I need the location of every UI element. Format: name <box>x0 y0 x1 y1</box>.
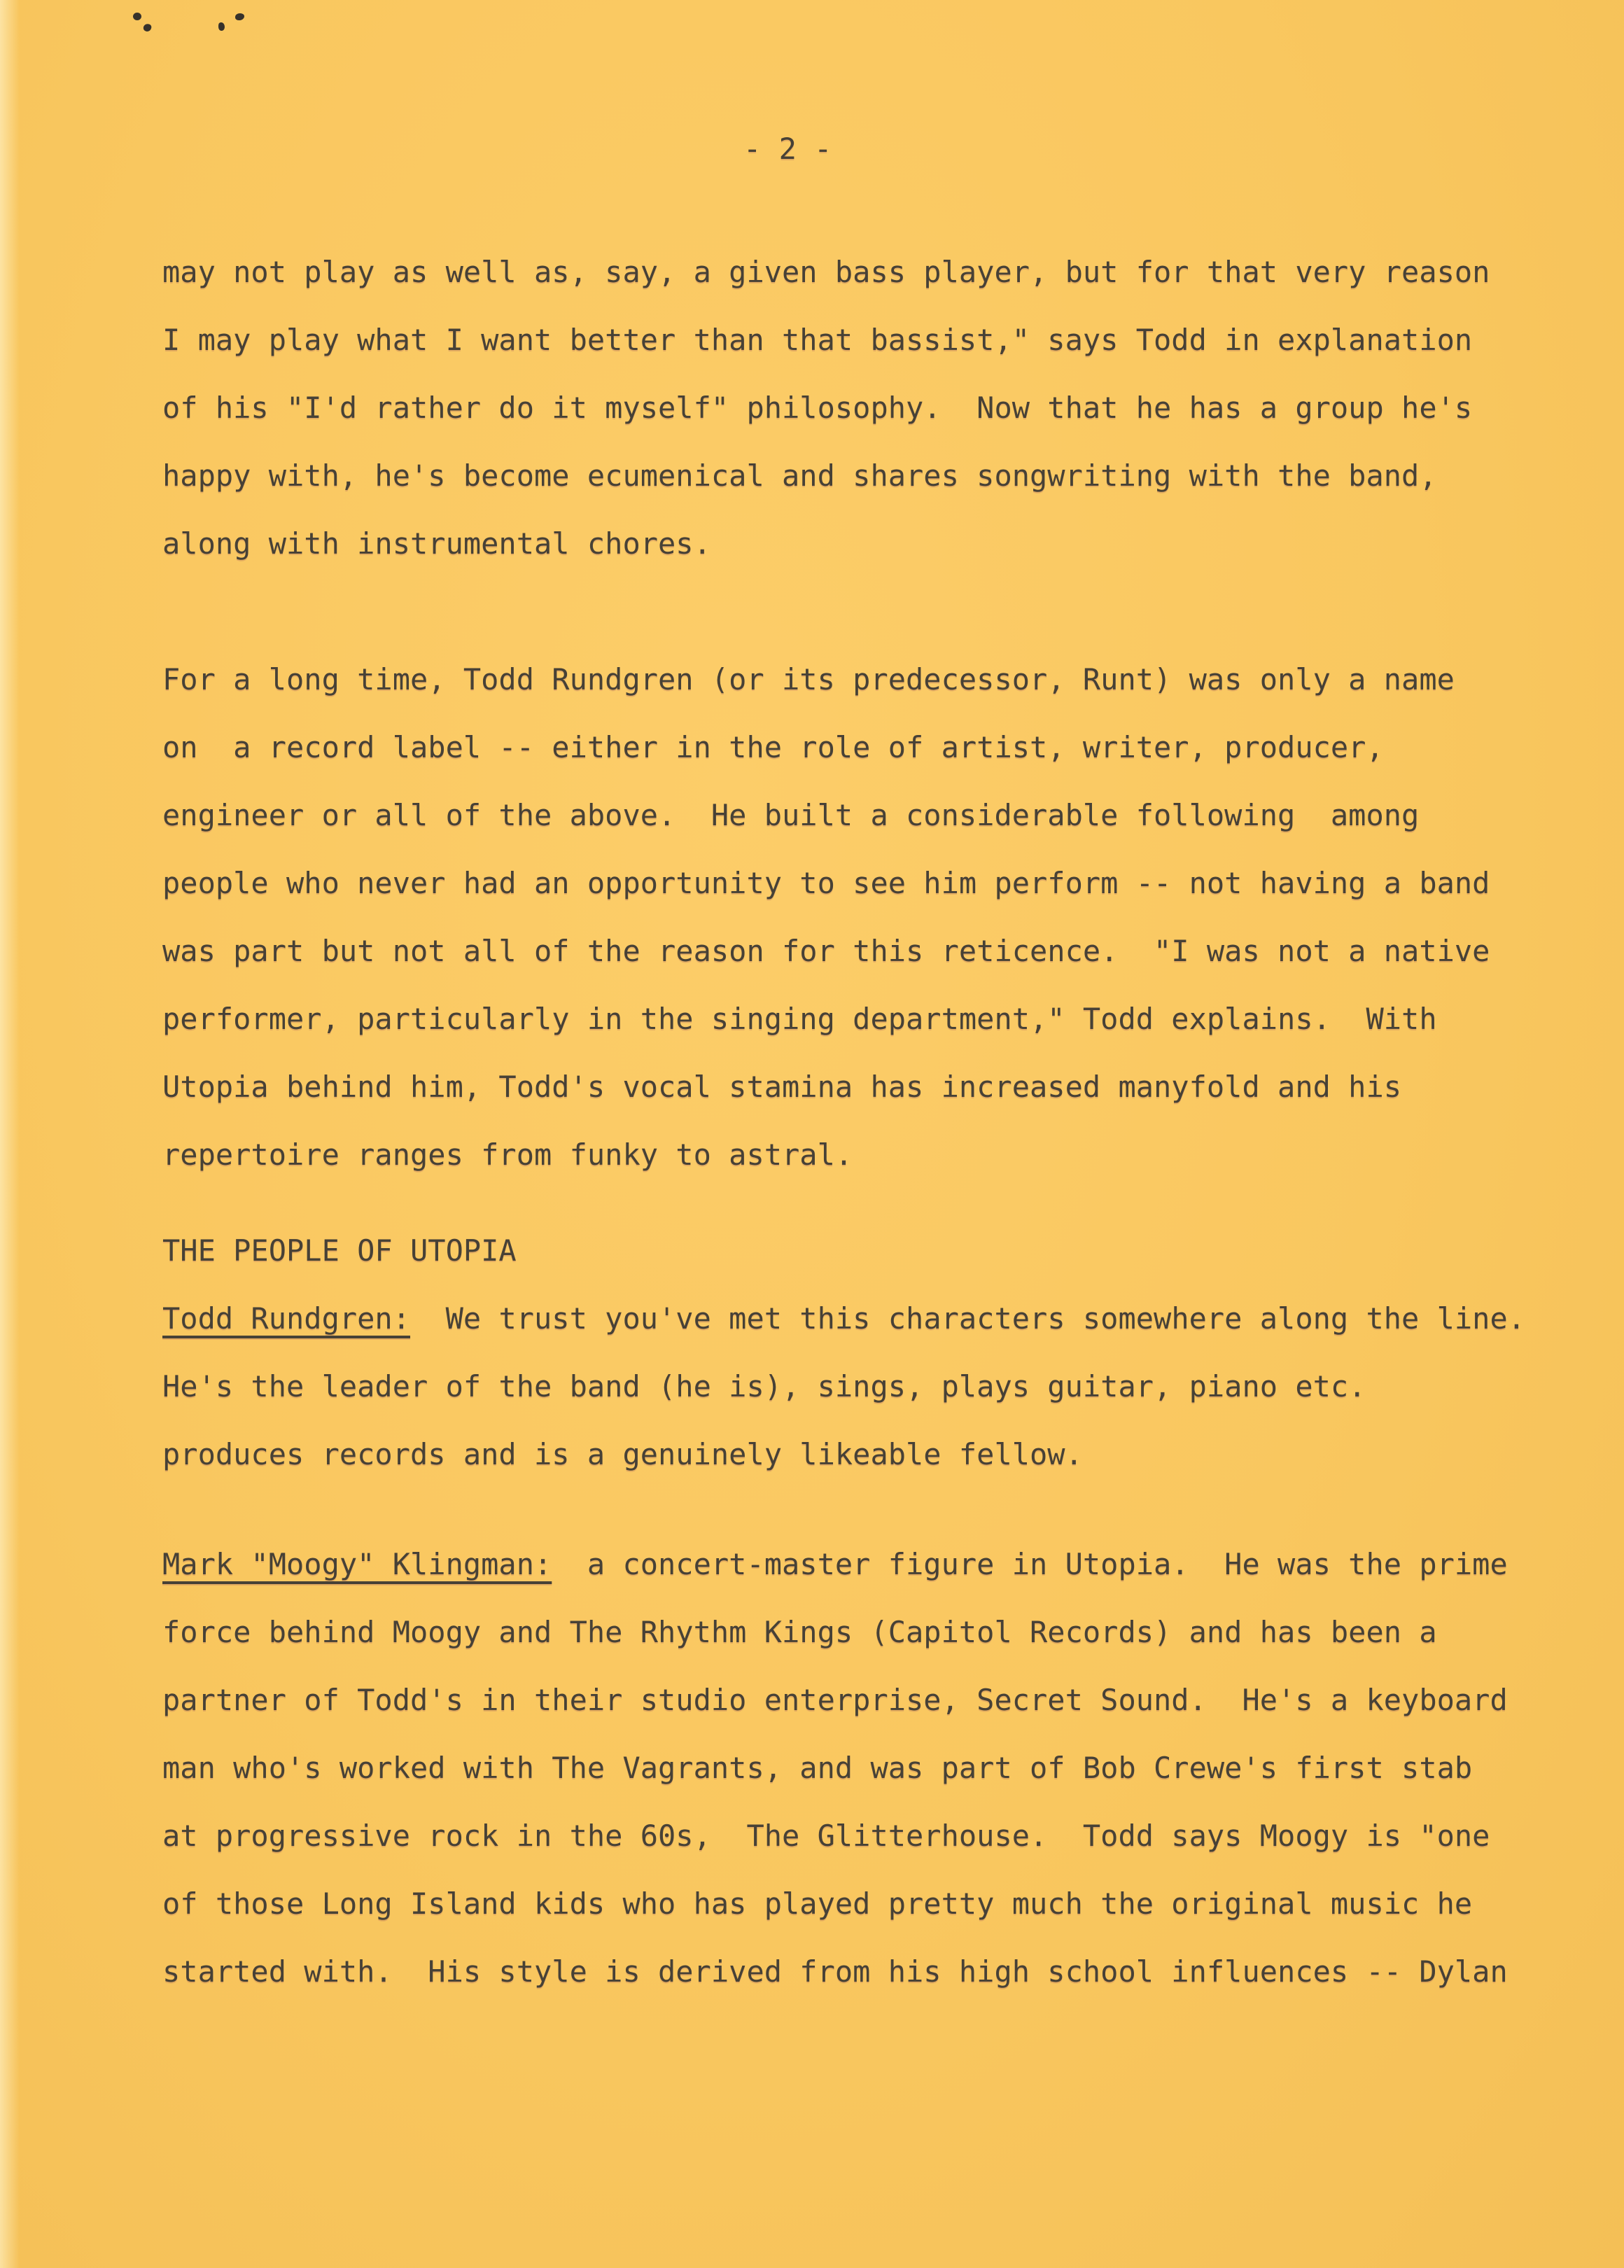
text-line: people who never had an opportunity to see him perform -- not having a band <box>162 866 1490 900</box>
heading-text: THE PEOPLE OF UTOPIA <box>162 1233 517 1268</box>
text-line: of those Long Island kids who has played pretty much the original music he <box>162 1886 1473 1921</box>
text-line: along with instrumental chores. <box>162 526 711 561</box>
ink-speck <box>133 13 141 20</box>
person-entry-todd-rundgren <box>162 1284 1534 1488</box>
text-line: happy with, he's become ecumenical and shares songwriting with the band, <box>162 458 1437 493</box>
person-name: Mark "Moogy" Klingman: <box>162 1547 552 1581</box>
text-line: produces records and is a genuinely likeable fellow. <box>162 1437 1083 1471</box>
text-line: He's the leader of the band (he is), sings, plays guitar, piano etc. <box>162 1369 1366 1404</box>
section-heading <box>162 1217 1534 1284</box>
ink-speck <box>218 22 225 31</box>
text-line: man who's worked with The Vagrants, and was part of Bob Crewe's first stab <box>162 1751 1473 1785</box>
text-line: engineer or all of the above. He built a considerable following among <box>162 798 1420 832</box>
ink-speck <box>142 22 152 32</box>
band-history-paragraph <box>162 645 1534 1189</box>
person-entry-mark-klingman <box>162 1530 1534 2005</box>
text-line <box>162 1284 1534 1352</box>
person-intro-text: a concert-master figure in Utopia. He was the prime <box>552 1547 1508 1581</box>
paper-edge-highlight <box>0 0 20 2268</box>
text-line: repertoire ranges from funky to astral. <box>162 1138 853 1172</box>
person-name: Todd Rundgren: <box>162 1301 411 1336</box>
text-line: may not play as well as, say, a given bass player, but for that very reason <box>162 255 1490 289</box>
ink-speck <box>235 13 244 20</box>
document-body <box>162 238 1534 2005</box>
page-number: - 2 - <box>743 132 832 166</box>
text-line: force behind Moogy and The Rhythm Kings (Capitol Records) and has been a <box>162 1615 1437 1649</box>
text-line: Utopia behind him, Todd's vocal stamina has increased manyfold and his <box>162 1070 1402 1104</box>
person-intro-text: We trust you've met this characters somewhere along the line. <box>410 1301 1526 1336</box>
text-line: was part but not all of the reason for this reticence. "I was not a native <box>162 934 1490 968</box>
text-line: I may play what I want better than that bassist," says Todd in explanation <box>162 323 1473 357</box>
text-line: on a record label -- either in the role of artist, writer, producer, <box>162 730 1384 764</box>
text-line: started with. His style is derived from his high school influences -- Dylan <box>162 1954 1508 1989</box>
text-line: For a long time, Todd Rundgren (or its predecessor, Runt) was only a name <box>162 662 1455 696</box>
text-line <box>162 1530 1534 1598</box>
text-line: of his "I'd rather do it myself" philosophy. Now that he has a group he's <box>162 391 1473 425</box>
text-line: at progressive rock in the 60s, The Glitterhouse. Todd says Moogy is "one <box>162 1819 1490 1853</box>
text-line: performer, particularly in the singing department," Todd explains. With <box>162 1002 1437 1036</box>
intro-paragraph <box>162 238 1534 578</box>
text-line: partner of Todd's in their studio enterprise, Secret Sound. He's a keyboard <box>162 1683 1508 1717</box>
